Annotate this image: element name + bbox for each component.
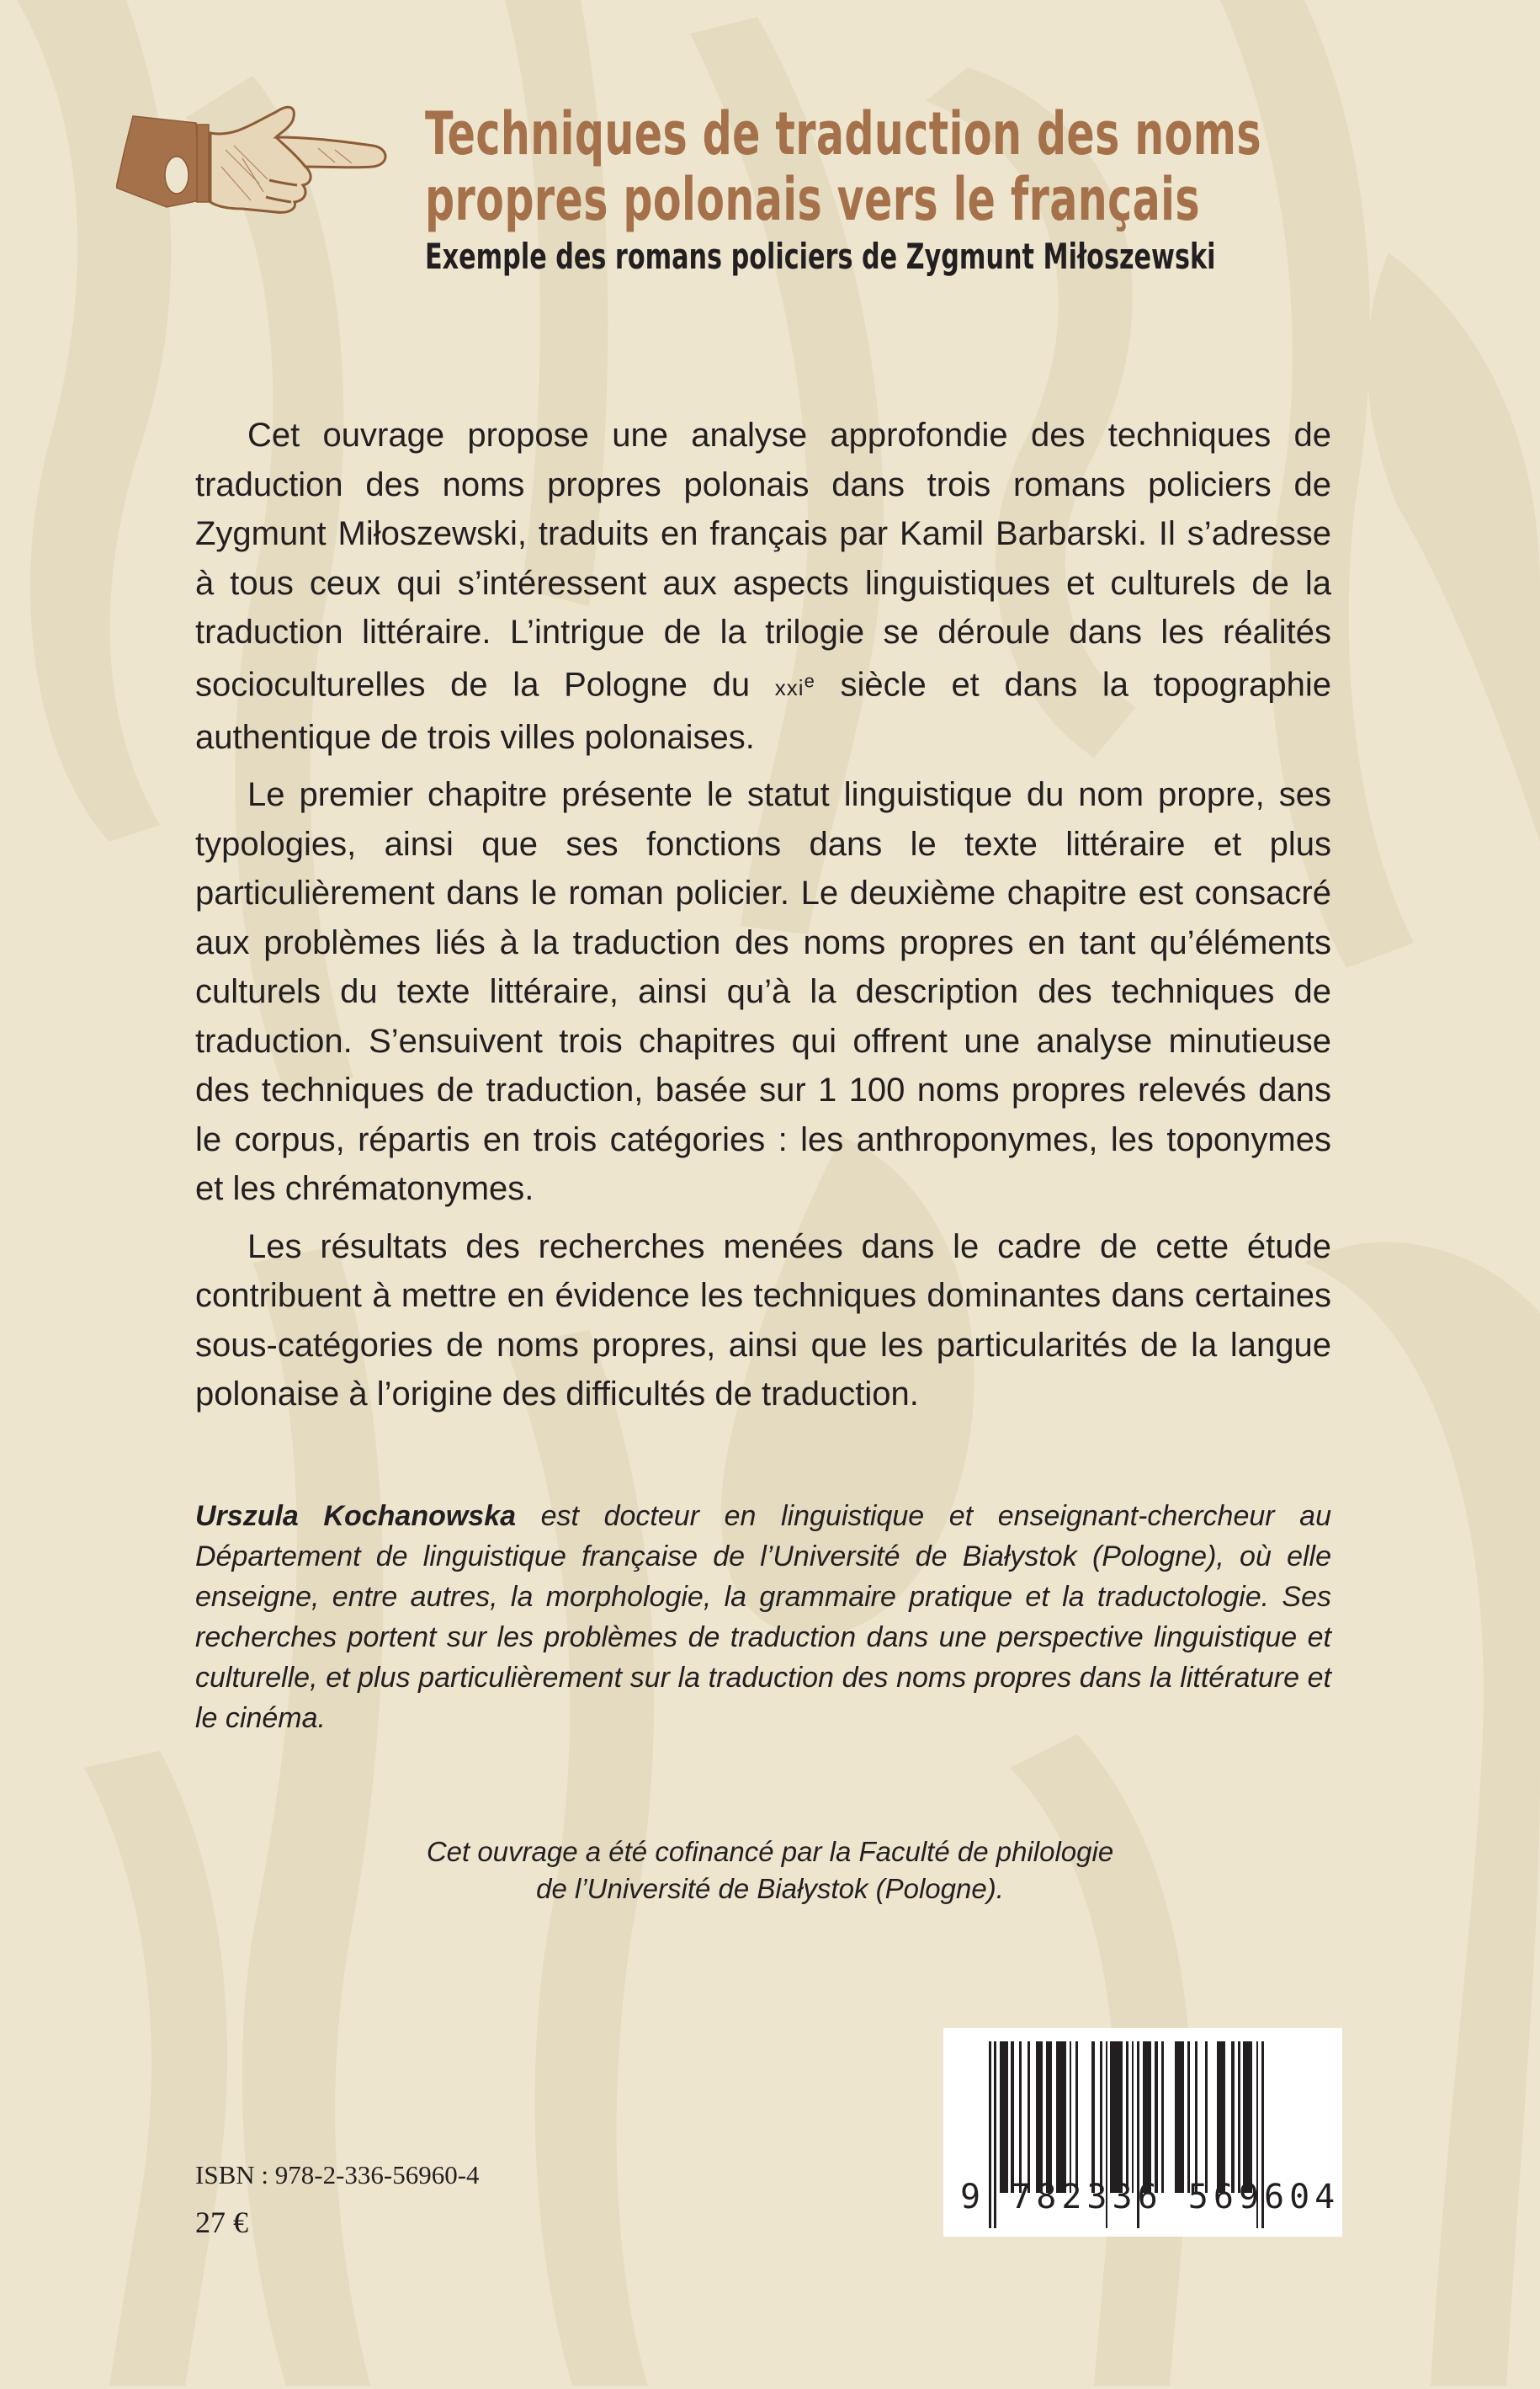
funding-line-2: de l’Université de Białystok (Pologne). (536, 1873, 1004, 1904)
book-title-line-2: propres polonais vers le français (425, 165, 1201, 234)
century-numeral: xxi$^e$ (774, 670, 815, 701)
description-paragraph-1: Cet ouvrage propose une analyse approfondie des techniques de traduction des noms propres polonais dans trois romans policiers de Zygmunt Miłoszewski, traduits en français par Kamil Barbarski. Il s’adresse à tous ceux qui s’intéressent aux aspects linguistiques et culturels de la traduction littéraire. L’intrigue de la trilogie se déroule dans les réalités socioculturelles de la Pologne du xxi$^e$ siècle et dans la topographie authentique de trois villes polonaises. (195, 417, 1331, 756)
book-subtitle: Exemple des romans policiers de Zygmunt Miłoszewski (425, 236, 1216, 277)
funding-note (0, 1833, 1540, 1907)
price-text: 27 € (195, 2205, 248, 2239)
author-bio (195, 1496, 1331, 1738)
isbn-barcode (943, 2028, 1342, 2237)
isbn-text: ISBN : 978-2-336-56960-4 (195, 2160, 480, 2189)
funding-line-1: Cet ouvrage a été cofinancé par la Faculté de philologie (426, 1836, 1114, 1867)
title-block (425, 101, 1523, 278)
author-name: Urszula Kochanowska (195, 1500, 517, 1532)
description-paragraph-3: Les résultats des recherches menées dans le cadre de cette étude contribuent à mettre en évidence les techniques dominantes dans certaines sous-catégories de noms propres, ainsi que les particularités de la langue polonaise à l’origine des difficultés de traduction. (195, 1227, 1331, 1413)
pointing-hand-icon (116, 99, 394, 217)
author-bio-text: est docteur en linguistique et enseignant-chercheur au Département de linguistique française de l’Université de Białystok (Pologne), où elle enseigne, entre autres, la morphologie, la grammaire pratique et la traductologie. Ses recherches portent sur les problèmes de traduction dans une perspective linguistique et culturelle, et plus particulièrement sur la traduction des noms propres dans la littérature et le cinéma. (195, 1500, 1331, 1734)
book-description (195, 411, 1331, 1428)
barcode-digits: 9 782336 569604 (960, 2178, 1341, 2216)
book-title-line-1: Techniques de traduction des noms (425, 99, 1261, 168)
description-paragraph-2: Le premier chapitre présente le statut linguistique du nom propre, ses typologies, ainsi que ses fonctions dans le texte littéraire et plus particulièrement dans le roman policier. Le deuxième chapitre est consacré aux problèmes liés à la traduction des noms propres en tant qu’éléments culturels du texte littéraire, ainsi qu’à la description des techniques de traduction. S’ensuivent trois chapitres qui offrent une analyse minutieuse des techniques de traduction, basée sur 1 100 noms propres relevés dans le corpus, répartis en trois catégories : les anthroponymes, les toponymes et les chrématonymes. (195, 776, 1331, 1208)
